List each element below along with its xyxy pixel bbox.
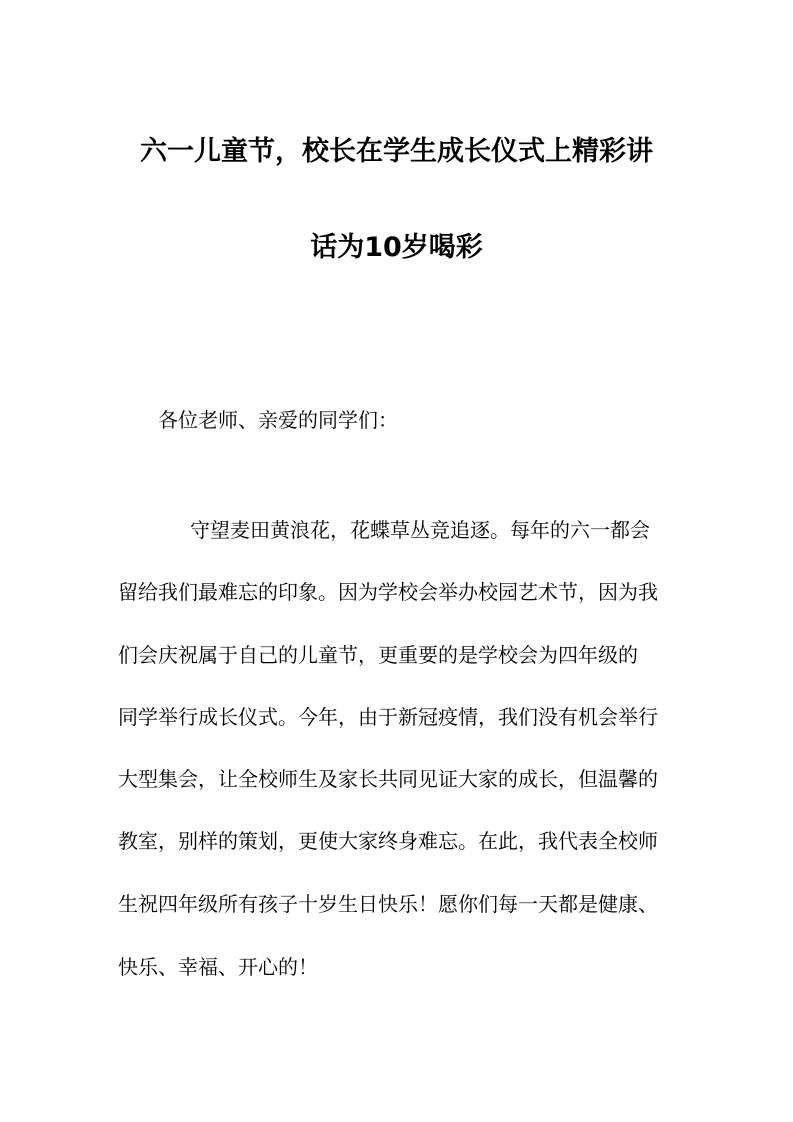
paragraph-line: 快乐、幸福、开心的！ [118,955,318,979]
paragraph-line: 大型集会，让全校师生及家长共同见证大家的成长，但温馨的 [118,767,658,791]
title-line-2: 话为10岁喝彩 [310,232,483,263]
title-line-1: 六一儿童节，校长在学生成长仪式上精彩讲 [140,136,653,167]
paragraph-line: 们会庆祝属于自己的儿童节，更重要的是学校会为四年级的 [118,643,638,667]
paragraph-line: 生祝四年级所有孩子十岁生日快乐！愿你们每一天都是健康、 [118,892,658,916]
paragraph-line: 教室，别样的策划，更使大家终身难忘。在此，我代表全校师 [118,829,658,853]
paragraph-line: 同学举行成长仪式。今年，由于新冠疫情，我们没有机会举行 [118,705,658,729]
paragraph-line: 守望麦田黄浪花，花蝶草丛竞追逐。每年的六一都会 [190,518,650,542]
greeting: 各位老师、亲爱的同学们： [158,408,398,432]
paragraph-line: 留给我们最难忘的印象。因为学校会举办校园艺术节，因为我 [118,580,658,604]
